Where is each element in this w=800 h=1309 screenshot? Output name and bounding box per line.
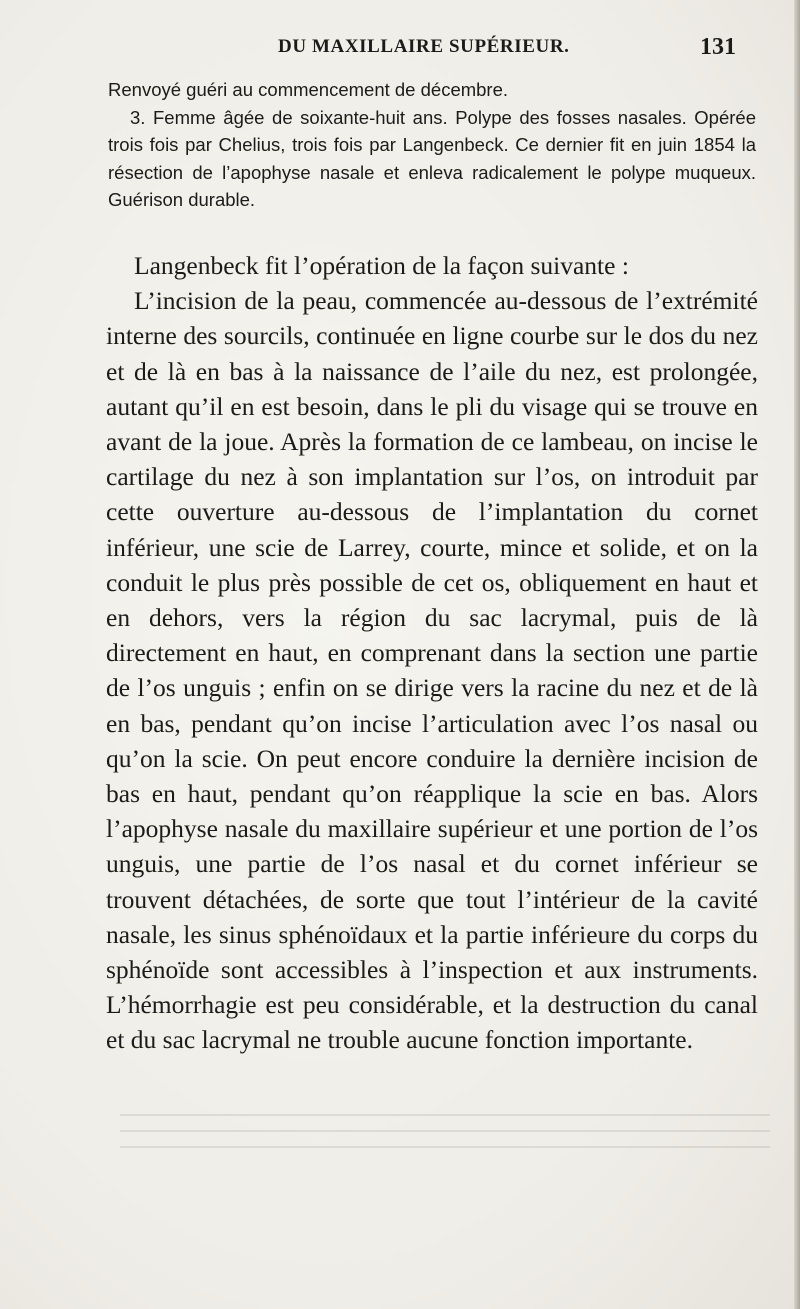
paragraph-procedure: L’incision de la peau, commencée au-dessous de l’extrémité interne des sourcils, continuée en ligne courbe sur le dos du nez et de là en bas à la naissance de l’aile du nez, est prolongée, autant qu’il en est besoin, dans le pli du visage qui se trouve en avant de la joue. Après la formation de ce lambeau, on incise le cartilage du nez à son implantation sur l’os, on introduit par cette ouverture au-dessous de l’implantation du cornet inférieur, une scie de Larrey, courte, mince et solide, et on la conduit le plus près possible de cet os, obliquement en haut et en dehors, vers la région du sac lacrymal, puis de là directement en haut, en comprenant dans la section une partie de l’os unguis ; enfin on se dirige vers la racine du nez et de là en bas, pendant qu’on incise l’articulation avec l’os nasal ou qu’on la scie. On peut encore conduire la dernière incision de bas en haut, pendant qu’on réapplique la scie en bas. Alors l’apophyse nasale du maxillaire supérieur et une portion de l’os unguis, une partie de l’os nasal et du cornet inférieur se trouvent détachées, de sorte que tout l’intérieur de la cavité nasale, les sinus sphénoïdaux et la partie inférieure du corps du sphénoïde sont accessibles à l’inspection et aux instruments. L’hémorrhagie est peu considérable, et la destruction du canal et du sac lacrymal ne trouble aucune fonction importante. — [106, 286, 758, 1055]
main-text — [106, 248, 758, 1058]
page-edge-shadow — [794, 0, 800, 1309]
case-note-3: 3. Femme âgée de soixante-huit ans. Polype des fosses nasales. Opérée trois fois par Chelius, trois fois par Langenbeck. Ce dernier fit en juin 1854 la résection de l’apophyse nasale et enleva radicalement le polype muqueux. Guérison durable. — [108, 106, 756, 211]
case-note-outcome: Renvoyé guéri au commencement de décembre. — [108, 79, 509, 100]
case-notes — [108, 76, 756, 214]
page-number: 131 — [700, 34, 736, 60]
running-title: DU MAXILLAIRE SUPÉRIEUR. — [278, 36, 570, 57]
page-header — [0, 34, 800, 64]
bleed-through-text — [120, 1100, 770, 1180]
paragraph-intro: Langenbeck fit l’opération de la façon suivante : — [134, 251, 629, 280]
